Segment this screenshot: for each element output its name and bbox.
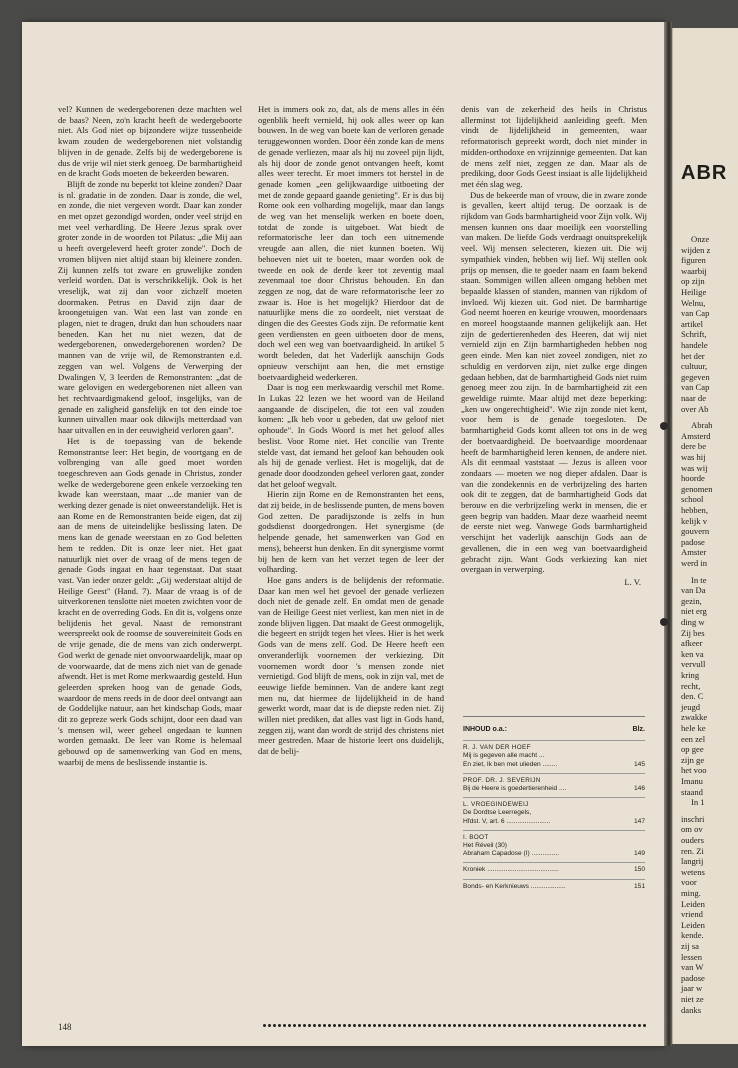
right-page-line: kende. — [681, 930, 704, 941]
toc-author: L. VROEGINDEWEIJ — [463, 801, 529, 809]
right-page-line: vervull — [681, 659, 706, 670]
paragraph: Dus de bekeerde man of vrouw, die in zware zonde is gevallen, keert altijd terug. De oorzaak is de rijkdom van Gods barmhartigheid voor Zijn volk. Wij mensen kunnen ons daar moeilijk een voorstelling van maken. De liefde Gods verdraagt onuitsprekelijk veel. Wij mensen selecteren, kiezen uit. Die wij sympathiek vinden, hebben wij lief. Wij stellen ook prijs op mensen, die te goeder naam en faam bekend staan. Sommigen willen alleen omgang hebben met bepaalde klassen of standen, mannen van rijkdom of invloed. Wij kiezen uit. God niet. De barmhartige God neemt hoeren en keurige vrouwen, moordenaars en moreel hoogstaande mannen gelijkelijk aan. Het zijn de gedertierenheden des Heeren, dat wij niet vernield zijn en Zijn barmhartigheden hebben nog geen einde. Men kan niet zoveel zondigen, niet zo schuldig en verdorven zijn, niet zulke erge dingen gedaan hebben, dat de barmhartigheid Gods niet ruim genoeg meer zou zijn. In de barmhartigheid zit een geweldige ruimte. Maar altijd met deze beperking: „ken uw ongerechtigheid". Wie zijn zonde niet kent, voor hem is de genade toegesloten. De barmhartigheid Gods komt alleen tot ons in de weg der boetvaardigheid. De boetvaardige moordenaar heeft de barmhartigheid leren kennen, de andere niet. Als dit eenmaal vaststaat — Jezus is alleen voor zondaars — moeten we nog dieper afdalen. Daar is van die zondekennis en de verbrijzeling des harten ook dit te zeggen, dat de barmhartigheid Gods dat berouw en die verbrijzeling werkt in mensen, die er geen begrip van hadden. Maar deze waarheid neemt de eerste niet weg. Vanwege Gods barmhartigheid verschijnt het vaderlijk aanschijn Gods aan de gevallenen, die in een weg van boetvaardigheid gebracht zijn. Want Gods verkiezing kan niet overgaan in verwerping. — [461, 189, 647, 575]
right-page-line: zijn ge — [681, 754, 705, 765]
right-page-line: over Ab — [681, 403, 709, 414]
right-page-line: den. C — [681, 691, 704, 702]
right-page-line: figuren — [681, 255, 706, 266]
paragraph: Hierin zijn Rome en de Remonstranten het eens, dat zij beide, in de beslissende punten, de mens boven God zetten. De paradijszonde is zelfs in hun godsdienst doorgedrongen. Het synergisme (de helpende genade, het samenwerken van God en mens), beheerst hun denken. En dit synergisme vormt bij hen de kern van het verzet tegen de leer der volharding. — [258, 489, 444, 575]
right-page-line: naar de — [681, 393, 707, 403]
right-page-line: cultuur, — [681, 361, 708, 372]
binding-hole-icon — [660, 422, 668, 430]
right-page-heading: ABR — [681, 162, 728, 184]
text-column-1 — [58, 104, 242, 768]
toc-heading: INHOUD o.a.: — [463, 726, 507, 733]
right-page-line: waarbij — [681, 265, 707, 276]
right-page-line: gezin, — [681, 595, 702, 606]
right-page-line: langrij — [681, 856, 704, 867]
right-page-line: van W — [681, 962, 704, 973]
right-page-line: Leiden — [681, 919, 705, 930]
right-page-line: Onze — [691, 234, 710, 244]
dotted-rule — [262, 1023, 648, 1028]
right-page-line: gegeven — [681, 371, 710, 382]
toc-entry — [463, 862, 645, 878]
toc-title-line: Het Réveil (30) — [463, 842, 507, 850]
right-page-line: Zij bes — [681, 627, 705, 638]
right-page-line: vriend — [681, 909, 703, 920]
right-page-line: niet erg — [681, 606, 707, 617]
right-page-line: In 1 — [691, 797, 705, 808]
toc-title-line: Bij de Heere is goedertierenheid .... — [463, 785, 567, 793]
right-page-line: Imanu — [681, 776, 703, 786]
right-page-line: ding w — [681, 617, 705, 627]
right-page-line: zij sa — [681, 941, 699, 951]
toc-entry — [463, 879, 645, 895]
toc-page-number: 146 — [633, 785, 645, 793]
right-page-line: padose — [681, 536, 705, 547]
right-page-line: padose — [681, 972, 705, 983]
right-page-line: om ov — [681, 824, 703, 835]
right-page-line: ming. — [681, 888, 701, 898]
right-page-line: handele — [681, 340, 708, 350]
right-page-line: van Cap — [681, 308, 710, 319]
right-page — [672, 28, 738, 1044]
page-number: 148 — [58, 1022, 72, 1032]
right-page-line: het voo — [681, 765, 707, 776]
right-page-line: kring — [681, 670, 700, 680]
right-page-line: dere be — [681, 441, 707, 452]
toc-page-heading: Blz. — [632, 726, 645, 733]
text-column-3 — [461, 104, 647, 588]
toc-title-line: En ziet, Ik ben met ulieden ........ — [463, 760, 558, 768]
right-page-line: hoorde — [681, 473, 705, 484]
paragraph: Blijft de zonde nu beperkt tot kleine zonden? Daar is nl. gradatie in de zonden. Daar is zonde, die wel, en zonde, die niet vergeven wordt. Daar kan zonder en met opzet gezondigd worden, onder veel strijd en met veel verhardling. De Heere Jezus sprak over groter zonde in de woorden tot Pilatus: „die Mij aan u heeft overgeleverd heeft groter zonde". Doch de vromen blijven niet altijd staan bij kleinere zonden. Zij kunnen zelfs tot zware en gruwelijke zonden verleid worden. Dat is verschrikkelijk. Ook is het vreselijk, wat zij dan voor zichzelf moeten doormaken. Petrus en David zijn daar de kroongetuigen van. Wat een last van zonde en plagen, niet te dragen, drukt dan hun schouders naar beneden. Kan het nu niet wezen, dat de wedergeborenen, onwedergeborenen worden? De mannen van de vrije wil, de Remonstranten e.d. zeggen van wel. Volgens de Verwerping der Dwalingen V, 3 leerden de Remonstranten: „dat de ware gelovigen en wedergeborenen niet alleen van het rechtvaardigmakend geloof, insgelijks, van de genade en zaligheid gansfelijk en tot den einde toe kunnen uitvallen maar ook dikwijls metterdaad van haar uitvallen en in der eeuwigheid verloren gaan". — [58, 178, 242, 436]
toc-author: I. BOOT — [463, 833, 489, 841]
right-page-line: een zel — [681, 733, 706, 744]
right-page-line: kelijk v — [681, 515, 708, 526]
right-page-line: het der — [681, 350, 705, 361]
paragraph: denis van de zekerheid des heils in Christus allerminst tot lijdelijkheid aanleiding geeft. Men vindt de lijdelijkheid in gemeenten, waar reformatorisch gepreekt wordt, doch niet minder in midden-orthodoxe en vrijzinnige gemeenten. Dat kan de mens zelf niet, zeggen ze dan. Maar als de prediking, door Gods Geest insiaat is alle lijdelijkheid met één slag weg. — [461, 104, 647, 189]
right-page-line: Amster — [681, 547, 707, 558]
paragraph: vel? Kunnen de wedergeborenen deze machten wel de baas? Neen, zo'n kracht heeft de wedergeboorte niet. Als God niet op bijzondere wijze tussenbeide kwam zouden de wedergeborenen niet volstandig blijven in de genade. Zelfs bij de wedergeborene is dus de vrije wil niet sterk genoeg. De barmhartigheid en de kracht Gods moeten de bekeerden bewaren. — [58, 104, 242, 179]
right-page-line: recht, — [681, 680, 701, 691]
right-page-line: jeugd — [681, 701, 701, 712]
toc-entry — [463, 830, 645, 863]
right-page-line: ouders — [681, 835, 704, 845]
text-column-2 — [258, 104, 444, 757]
paragraph: Het is immers ook zo, dat, als de mens alles in één ogenblik heeft vernield, hij ook alles weer op kan bouwen. In de weg van boete kan de verloren genade teruggewonnen worden. Door één zonde kan de mens de genade verliezen, maar als hij nu zoveel pijn lijdt, als hij door de zonde genot ontvangen heeft, komt alles weer terecht. Er moet immers tot herstel in de genade komen „een gelijkwaardige uitboeting der met de zonde gepaard gaande genieting". Er is dus bij Rome ook een volharding mogelijk, maar dan langs de weg van het menselijk werken en boete doen, totdat de zonde is uitgeboet. Wat biedt de reformatorische leer dan toch een uitnemende vreugde aan allen, die niet kunnen boeten. Wij behoeven niet uit te boeten, maar worden ook de tweede en ook de derde keer tot zeventig maal zevenmaal toe door Christus behouden. En dan zeggen ze nog, dat de ware reformatorische leer zo zwaar is. Hoe is het mogelijk? Hierdoor dat de natuurlijke mens die zo oordeelt, niet verstaat de dingen die des Geestes Gods zijn. De reformatie kent geen verdiensten en geen uitboeten door de mens, doch wel een weg van boetvaardigheid. In artikel 5 wordt beleden, dat het Vaderlijk aanschijn Gods opnieuw verschijnt aan hen, die met ernstige boetvaardigheid wederkeren. — [258, 104, 444, 382]
right-page-line: inschri — [681, 813, 705, 824]
binding-hole-icon — [660, 618, 668, 626]
paragraph: Hoe gans anders is de belijdenis der reformatie. Daar kan men wel het gevoel der genade verliezen doch niet de genade zelf. En omdat men de genade van de Heilige Geest niet verliest, kan men niet in de zonde blijven liggen. Dat maakt de Geest onmogelijk, die begeert en strijdt tegen het vlees. Hier is het werk Gods van de mens zelf. God. De Heere heeft een onveranderlijk voornemen der verkiezing. Dit voornemen wordt door 's mensen zonde niet vernietigd. God blijft de mens, ook in zijn val, met de eeuwige liefde beminnen. Van de andere kant zegt men nu, dat hiermee de lijdelijkheid in de hand gewerkt wordt, maar dat is de diepste reden niet. Zij willen niet prediken, dat alles vast ligt in Gods hand, zeggen zij, want dan wordt de strijd des christens niet meer gestreden. Maar de historie leert ons duidelijk, dat de belij- — [258, 574, 444, 757]
right-page-line: Abrah — [691, 420, 713, 431]
toc-title-line: Hfdst. V, art. 6 ........................ — [463, 817, 551, 825]
right-page-line: Schrift, — [681, 329, 707, 340]
toc-author: PROF. DR. J. SEVERIJN — [463, 776, 541, 784]
right-page-line: artikel — [681, 318, 703, 329]
right-page-line: In te — [691, 574, 707, 585]
right-page-line: school — [681, 494, 704, 505]
paragraph: Daar is nog een merkwaardig verschil met Rome. In Lukas 22 lezen we het woord van de Heiland aangaande de discipelen, die tot een val zouden komen: „Ik heb voor u gebeden, dat uw geloof niet ophoude". In Gods Woord is met het geloof alles beslist. Voor Rome niet. Het concilie van Trente stelde vast, dat iemand het geloof kan behouden ook als hij de genade verliest. Het is mogelijk, dat de genade door doodzonden geheel verloren gaat, zonder dat het geloof wegvalt. — [258, 382, 444, 489]
right-page-line: wijden z — [681, 244, 711, 255]
right-page-line: wetens — [681, 866, 705, 877]
right-page-line: van Cap — [681, 382, 710, 393]
right-page-line: gouvern — [681, 526, 710, 537]
book-gutter — [664, 22, 672, 1046]
toc-title-line: Bonds- en Kerknieuws ................... — [463, 882, 566, 890]
toc-page-number: 145 — [633, 760, 645, 768]
right-page-line: genomen — [681, 483, 713, 494]
toc-title-line: Mij is gegeven alle macht ... — [463, 752, 545, 760]
right-page-line: danks — [681, 1004, 702, 1015]
toc-author: R. J. VAN DER HOEF — [463, 744, 531, 752]
toc-page-number: 147 — [633, 817, 645, 825]
right-page-line: werd in — [681, 558, 708, 568]
left-page — [22, 22, 664, 1046]
right-page-line: was wij — [681, 462, 708, 473]
right-page-line: Amsterd — [681, 430, 711, 441]
toc-page-number: 150 — [633, 866, 645, 874]
toc-entry — [463, 740, 645, 773]
right-page-line: op gee — [681, 744, 704, 755]
toc-page-number: 149 — [633, 850, 645, 858]
table-of-contents — [463, 716, 645, 895]
right-page-line: was hij — [681, 452, 706, 462]
paragraph: Het is de toepassing van de bekende Remonstrantse leer: Het begin, de voortgang en de volbrenging van alle goed moet worden toegeschreven aan Gods genade in Christus, zonder welke de wedergeborene geen enkele verzoeking ten kwade kan weerstaan, maar ...de manier van de werking dezer genade is niet onweerstandelijk. Het is aan Rome en de Remonstranten beide eigen, dat zij aan de mens de uiteindelijke beslissing laten. De mens kan de genade weerstaan en zo God beletten hem te redden. Dit is onze leer niet. Het gaat natuurlijk niet over de vraag of de mens tegen de genade Gods ingaat en haar tegenstaat. Dat staat vast. Van ieder onzer geldt: „Gij wederstaat altijd de Heilige Geest" (Hand. 7). Maar de vraag is of de uitverkorenen tenslotte niet moeten zwichten voor de kracht en de overreding Gods. En dit is, volgens onze belijdenis het geval. Naast de remonstrant weerspreekt ook de roomse de souvereiniteit Gods en de vrije genade, die de mens van zich onderwerpt. God werkt de genade niet onvoorwaardelijk, maar op de voorwaarde, dat de mens zich niet van de genade afwendt. Het is met Rome merkwaardig gesteld. Hun geleerden spreken hoog van de genade Gods, waardoor de mens reeds in de door deel ontvangt aan de Goddelijke natuur, aan het kindschap Gods, maar dit zo gepreze werk Gods schijnt, door een daad van 's mensen wil, weer geheel ongedaan te kunnen worden gemaakt. De leer van Rome is helemaal gebouwd op de samenwerking van God en mens, waarbij de mens de beslissende instantie is. — [58, 435, 243, 767]
right-page-line: hebben, — [681, 505, 708, 515]
right-page-line: afkeer — [681, 638, 703, 649]
right-page-line: ren. Zi — [681, 845, 704, 856]
right-page-line: hele ke — [681, 723, 706, 733]
right-page-line: zwakke — [681, 712, 708, 723]
right-page-line: staand — [681, 786, 703, 797]
toc-title-line: Kroniek ....................................... — [463, 866, 559, 874]
right-page-line: jaar w — [681, 983, 703, 994]
right-page-line: ken va — [681, 648, 704, 659]
right-page-line: Heilige — [681, 287, 707, 297]
right-page-line: van Da — [681, 585, 706, 596]
toc-entry — [463, 773, 645, 797]
right-page-line: Leiden — [681, 898, 705, 909]
right-page-line: op zijn — [681, 276, 705, 287]
toc-page-number: 151 — [633, 882, 645, 890]
right-page-line: lessen — [681, 951, 703, 962]
toc-title-line: Abraham Capadose (I) ............... — [463, 850, 560, 858]
right-page-line: niet ze — [681, 994, 704, 1004]
toc-title-line: De Dordtse Leerregels, — [463, 809, 532, 817]
author-signature: L. V. — [624, 576, 641, 587]
right-page-line: voor — [681, 877, 697, 888]
toc-entry — [463, 797, 645, 830]
right-page-line: Welnu, — [681, 297, 706, 308]
